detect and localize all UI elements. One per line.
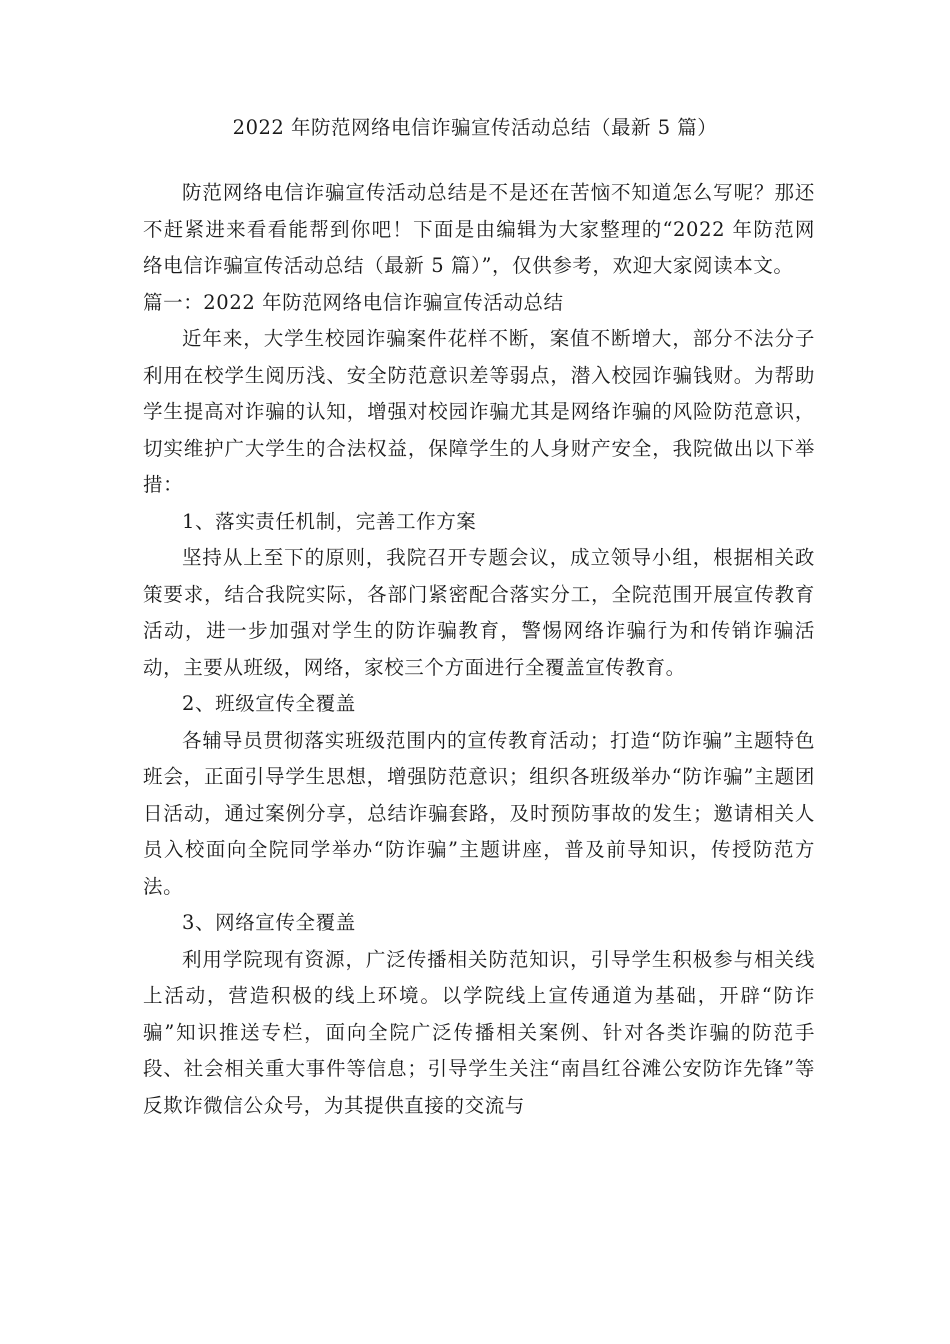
document-body <box>143 175 815 1124</box>
body-paragraph: 近年来，大学生校园诈骗案件花样不断，案值不断增大，部分不法分子利用在校学生阅历浅、安全防范意识差等弱点，潜入校园诈骗钱财。为帮助学生提高对诈骗的认知，增强对校园诈骗尤其是网络诈骗的风险防范意识，切实维护广大学生的合法权益，保障学生的人身财产安全，我院做出以下举措： <box>143 327 815 496</box>
body-paragraph: 各辅导员贯彻落实班级范围内的宣传教育活动；打造“防诈骗”主题特色班会，正面引导学生思想，增强防范意识；组织各班级举办“防诈骗”主题团日活动，通过案例分享，总结诈骗套路，及时预防事故的发生；邀请相关人员入校面向全院同学举办“防诈骗”主题讲座，普及前导知识，传授防范方法。 <box>143 728 815 898</box>
subheading: 3、网络宣传全覆盖 <box>182 911 356 934</box>
intro-paragraph: 防范网络电信诈骗宣传活动总结是不是还在苦恼不知道怎么写呢？那还不赶紧进来看看能帮到你吧！下面是由编辑为大家整理的“2022 年防范网络电信诈骗宣传活动总结（最新 5 篇）”，仅供参考，欢迎大家阅读本文。 <box>143 181 815 277</box>
body-paragraph: 利用学院现有资源，广泛传播相关防范知识，引导学生积极参与相关线上活动，营造积极的线上环境。以学院线上宣传通道为基础，开辟“防诈骗”知识推送专栏，面向全院广泛传播相关案例、针对各类诈骗的防范手段、社会相关重大事件等信息；引导学生关注“南昌红谷滩公安防诈先锋”等反欺诈微信公众号，为其提供直接的交流与 <box>143 947 815 1117</box>
subheading: 1、落实责任机制，完善工作方案 <box>182 509 477 533</box>
section-heading: 篇一：2022 年防范网络电信诈骗宣传活动总结 <box>143 290 564 314</box>
body-paragraph: 坚持从上至下的原则，我院召开专题会议，成立领导小组，根据相关政策要求，结合我院实际，各部门紧密配合落实分工，全院范围开展宣传教育活动，进一步加强对学生的防诈骗教育，警惕网络诈骗行为和传销诈骗活动，主要从班级，网络，家校三个方面进行全覆盖宣传教育。 <box>143 546 815 679</box>
subheading: 2、班级宣传全覆盖 <box>182 692 356 715</box>
document-title: 2022 年防范网络电信诈骗宣传活动总结（最新 5 篇） <box>232 116 718 139</box>
